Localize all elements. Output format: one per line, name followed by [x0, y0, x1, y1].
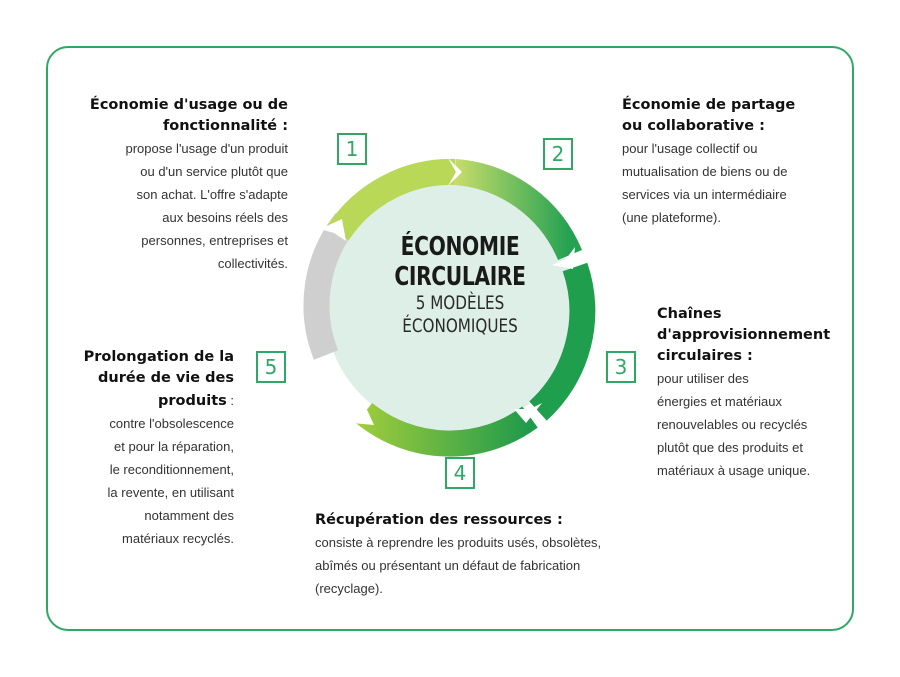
model-3-desc-line-5: matériaux à usage unique. — [657, 463, 811, 478]
model-2-block — [622, 95, 842, 229]
model-5-desc-line-4: la revente, en utilisant — [107, 485, 234, 500]
model-2-desc-line-1: pour l'usage collectif ou — [622, 141, 758, 156]
model-3-title-line-1: Chaînes — [657, 306, 722, 322]
number-badge-4: 4 — [445, 457, 475, 489]
model-2-desc-line-2: mutualisation de biens ou de — [622, 164, 788, 179]
model-4-desc-line-2: abîmés ou présentant un défaut de fabrication — [315, 558, 581, 573]
model-5-desc-line-2: et pour la réparation, — [114, 439, 234, 454]
model-3-desc-line-4: plutôt que des produits et — [657, 440, 803, 455]
model-5-title-suffix: : — [226, 393, 234, 408]
model-1-title-line-2: fonctionnalité : — [162, 118, 288, 134]
model-5-title-line-2: durée de vie des — [98, 370, 234, 386]
center-line-2: CIRCULAIRE — [394, 262, 526, 292]
model-3-desc-line-2: énergies et matériaux — [657, 394, 783, 409]
number-badge-3: 3 — [606, 351, 636, 383]
model-1-desc-line-2: ou d'un service plutôt que — [140, 164, 288, 179]
model-5-desc-line-6: matériaux recyclés. — [122, 531, 234, 546]
model-3-block — [657, 304, 847, 482]
center-line-3: 5 MODÈLES — [415, 292, 505, 314]
model-1-desc-line-5: personnes, entreprises et — [141, 233, 288, 248]
model-5-desc-line-5: notamment des — [144, 508, 234, 523]
model-3-desc-line-3: renouvelables ou recyclés — [657, 417, 808, 432]
model-2-desc-line-4: (une plateforme). — [622, 210, 721, 225]
model-1-block — [70, 95, 288, 275]
model-5-title-line-1: Prolongation de la — [83, 349, 234, 365]
model-4-title-line-1: Récupération des ressources : — [315, 512, 563, 528]
model-5-desc-line-3: le reconditionnement, — [109, 462, 234, 477]
center-title — [340, 232, 580, 338]
model-5-desc-line-1: contre l'obsolescence — [109, 416, 234, 431]
model-2-title-line-1: Économie de partage — [622, 97, 796, 113]
center-line-4: ÉCONOMIQUES — [402, 315, 518, 337]
center-line-1: ÉCONOMIE — [400, 232, 520, 262]
model-1-desc-line-3: son achat. L'offre s'adapte — [136, 187, 288, 202]
model-4-desc-line-3: (recyclage). — [315, 581, 383, 596]
model-3-desc-line-1: pour utiliser des — [657, 371, 749, 386]
model-2-title-line-2: ou collaborative : — [622, 118, 765, 134]
number-badge-1: 1 — [337, 133, 367, 165]
model-1-desc-line-4: aux besoins réels des — [162, 210, 288, 225]
model-4-desc-line-1: consiste à reprendre les produits usés, obsolètes, — [315, 535, 602, 550]
number-badge-2: 2 — [543, 138, 573, 170]
model-4-block — [315, 510, 655, 600]
model-1-desc-line-6: collectivités. — [217, 256, 288, 271]
model-5-block — [60, 347, 234, 550]
number-badge-5: 5 — [256, 351, 286, 383]
model-1-title-line-1: Économie d'usage ou de — [89, 97, 288, 113]
model-1-desc-line-1: propose l'usage d'un produit — [125, 141, 288, 156]
model-2-desc-line-3: services via un intermédiaire — [622, 187, 787, 202]
model-3-title-line-3: circulaires : — [657, 348, 753, 364]
model-5-title-line-3: produits — [158, 393, 227, 409]
model-3-title-line-2: d'approvisionnement — [657, 327, 831, 343]
